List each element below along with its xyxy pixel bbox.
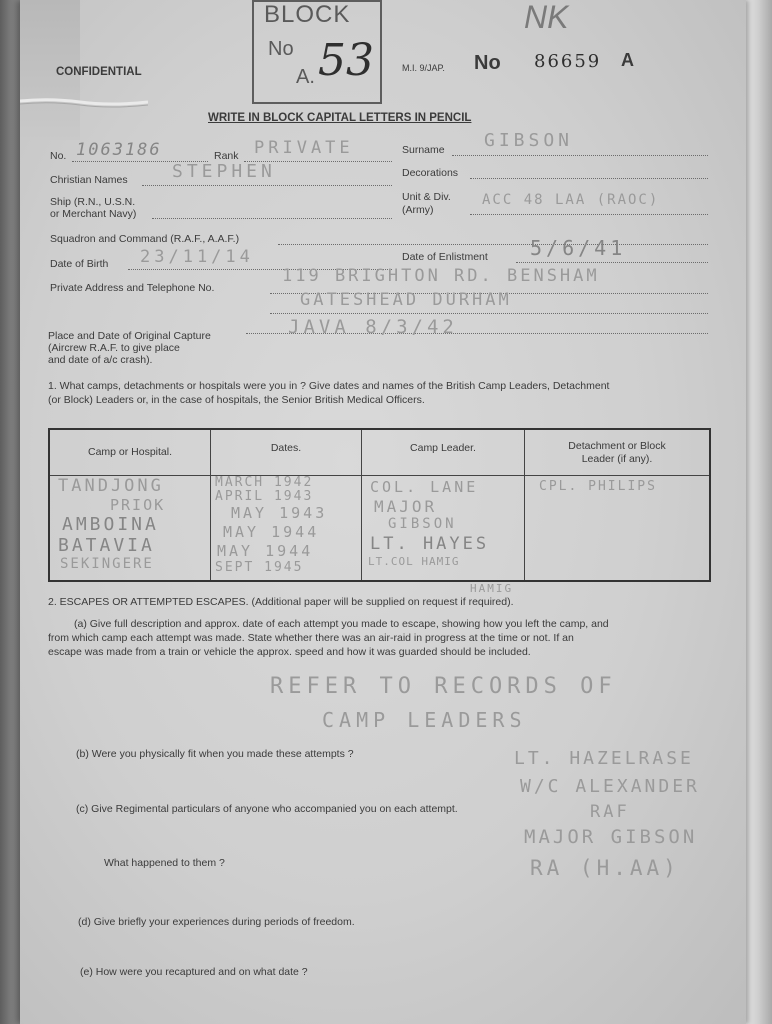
camp-1: TANDJONG [58, 475, 164, 496]
answer-escape-line-1: REFER TO RECORDS OF [270, 674, 617, 699]
date-2: APRIL 1943 [215, 488, 314, 504]
q2-e: (e) How were you recaptured and on what date ? [80, 966, 308, 978]
companion-1: LT. HAZELRASE [514, 748, 694, 769]
date-4: MAY 1944 [223, 522, 320, 541]
label-unit-2: (Army) [402, 204, 434, 216]
form-reference: M.I. 9/JAP. [402, 63, 445, 73]
leader-1: COL. LANE [370, 477, 479, 496]
col-detachment: Detachment or Block [568, 440, 666, 452]
label-squadron: Squadron and Command (R.A.F., A.A.F.) [50, 233, 240, 245]
date-6: SEPT 1945 [215, 559, 304, 575]
leader-4: LT. HAYES [370, 533, 490, 554]
companion-5: RA (H.AA) [530, 856, 680, 880]
confidential-label: CONFIDENTIAL [56, 66, 142, 78]
companion-4: MAJOR GIBSON [524, 826, 698, 848]
stamp-line-1: BLOCK [264, 1, 351, 28]
value-surname: GIBSON [484, 130, 574, 151]
serial-suffix: A [621, 50, 634, 70]
label-address: Private Address and Telephone No. [50, 282, 215, 294]
camp-4: BATAVIA [58, 534, 155, 556]
date-3: MAY 1943 [231, 503, 328, 522]
companion-2: W/C ALEXANDER [520, 776, 700, 797]
camp-3: AMBOINA [62, 513, 159, 535]
stamp-number: 53 [318, 35, 374, 86]
leader-3: GIBSON [388, 515, 457, 532]
serial-number: 86659 [534, 51, 602, 72]
value-dob: 23/11/14 [140, 247, 254, 267]
label-surname: Surname [402, 144, 445, 156]
answer-escape-line-2: CAMP LEADERS [322, 708, 527, 732]
label-christian-names: Christian Names [50, 174, 128, 186]
camp-2: PRIOK [110, 495, 166, 514]
instruction: WRITE IN BLOCK CAPITAL LETTERS IN PENCIL [208, 112, 472, 124]
q2-a-line-1: (a) Give full description and approx. date of each attempt you made to escape, showing how you left the camp, and [74, 618, 609, 630]
stamp-line-2: No [268, 38, 294, 60]
label-no: No. [50, 150, 67, 162]
label-ship-1: Ship (R.N., U.S.N. [50, 196, 136, 208]
date-5: MAY 1944 [217, 541, 314, 560]
value-rank: PRIVATE [254, 138, 354, 158]
q2-c: (c) Give Regimental particulars of anyone who accompanied you on each attempt. [76, 803, 458, 815]
label-capture-1: Place and Date of Original Capture [48, 330, 211, 342]
q2-c-sub: What happened to them ? [104, 857, 225, 869]
serial-no-label: No [474, 52, 501, 74]
stamp-line-3: A. [296, 66, 315, 88]
value-address-line-2: GATESHEAD DURHAM [300, 290, 512, 310]
q2-a-line-3: escape was made from a train or vehicle the approx. speed and how it was guarded should be included. [48, 646, 531, 658]
value-capture: JAVA 8/3/42 [288, 316, 458, 338]
companion-3: RAF [590, 802, 630, 822]
detachment-leader-1: CPL. PHILIPS [539, 478, 657, 494]
leader-5: LT.COL HAMIG [368, 554, 460, 568]
corner-mark: NK [524, 0, 569, 35]
col-dates: Dates. [270, 442, 302, 454]
leader-2: MAJOR [374, 496, 438, 516]
camp-5: SEKINGERE [60, 555, 154, 572]
table-overflow-note: HAMIG [470, 582, 514, 595]
label-rank: Rank [214, 150, 239, 162]
label-capture-3: and date of a/c crash). [48, 354, 153, 366]
label-enlistment: Date of Enlistment [402, 251, 488, 263]
label-ship-2: or Merchant Navy) [50, 208, 137, 220]
q2-a-line-2: from which camp each attempt was made. State whether there was an air-raid in progress at the time or not. If an [48, 632, 574, 644]
col-camp: Camp or Hospital. [87, 446, 173, 458]
date-1: MARCH 1942 [215, 474, 314, 490]
q1-line-1: 1. What camps, detachments or hospitals were you in ? Give dates and names of the British Camp Leaders, Detachment [48, 380, 610, 392]
value-service-no: 1063186 [76, 140, 162, 160]
binding-string [20, 96, 148, 108]
value-christian-names: STEPHEN [172, 161, 276, 182]
label-decorations: Decorations [402, 167, 459, 179]
q1-line-2: (or Block) Leaders or, in the case of hospitals, the Senior British Medical Officers. [48, 394, 425, 406]
label-unit-1: Unit & Div. [402, 191, 451, 203]
q2-title: 2. ESCAPES OR ATTEMPTED ESCAPES. (Additional paper will be supplied on request if required). [48, 596, 514, 608]
label-capture-2: (Aircrew R.A.F. to give place [48, 342, 180, 354]
col-camp-leader: Camp Leader. [410, 442, 476, 454]
q2-d: (d) Give briefly your experiences during periods of freedom. [78, 916, 355, 928]
value-unit: ACC 48 LAA (RAOC) [482, 192, 660, 208]
value-enlistment: 5/6/41 [530, 236, 627, 260]
value-address-line-1: 119 BRIGHTON RD. BENSHAM [282, 266, 600, 286]
q2-b: (b) Were you physically fit when you made these attempts ? [76, 748, 354, 760]
label-dob: Date of Birth [50, 258, 109, 270]
camps-table [48, 428, 711, 582]
col-detachment-sub: Leader (if any). [581, 453, 653, 465]
